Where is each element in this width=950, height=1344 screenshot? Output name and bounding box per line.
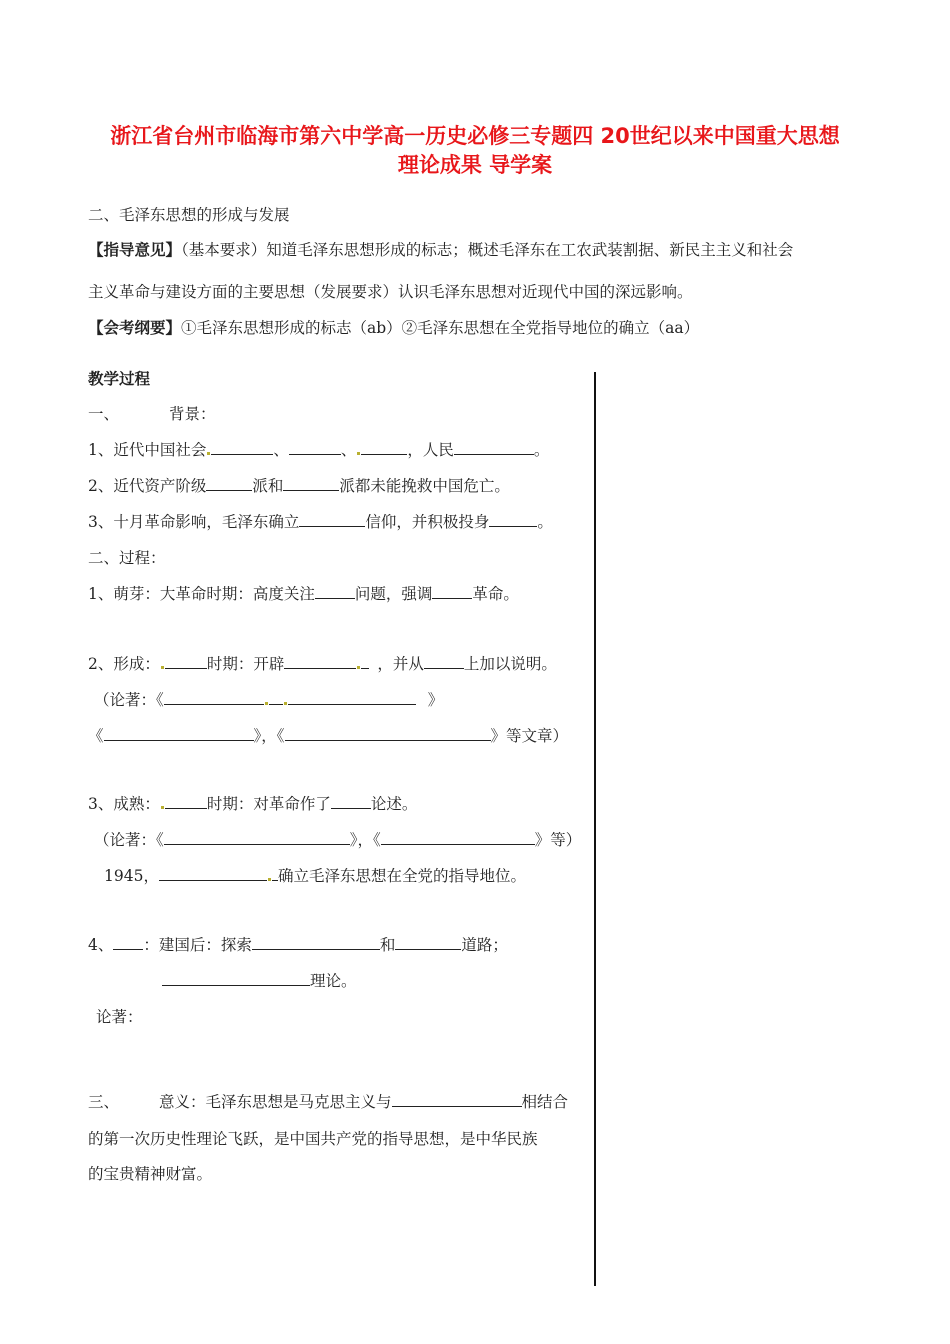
process-title: 教学过程: [88, 370, 151, 388]
background-item-2: [88, 474, 510, 496]
significance-line2: 的第一次历史性理论飞跃，是中国共产党的指导思想，是中华民族: [88, 1130, 538, 1148]
process-item-4: [88, 933, 508, 955]
process-item-2-works: [94, 688, 443, 710]
blank[interactable]: [315, 584, 355, 599]
blank[interactable]: [285, 726, 491, 741]
mark: [284, 702, 287, 705]
blank[interactable]: [361, 654, 369, 669]
item-text: （论著：《: [94, 831, 164, 849]
blank[interactable]: [283, 476, 339, 491]
blank[interactable]: [104, 726, 254, 741]
blank[interactable]: [164, 690, 264, 705]
process-item-4-theory: [162, 969, 357, 991]
item-text: 上加以说明。: [463, 655, 557, 673]
document-title: 浙江省台州市临海市第六中学高一历史必修三专题四 20世纪以来中国重大思想: [110, 124, 840, 148]
blank[interactable]: [331, 794, 371, 809]
item-text: 和: [379, 936, 396, 954]
item-text: 》: [427, 691, 444, 709]
item-text: 2、近代资产阶级: [88, 477, 207, 495]
blank[interactable]: [252, 935, 380, 950]
process-heading: 二、过程：: [88, 549, 166, 567]
blank[interactable]: [381, 830, 535, 845]
process-item-4-works: 论著：: [96, 1008, 143, 1026]
guidance-text1: （基本要求）知道毛泽东思想形成的标志；概述毛泽东在工农武装割据、新民主主义和社会: [181, 241, 794, 259]
blank[interactable]: [454, 440, 534, 455]
year-text: 1945，: [104, 867, 159, 885]
guidance-line1: [88, 238, 793, 260]
item-text: 》等）: [534, 831, 582, 849]
process-item-3: [88, 792, 417, 814]
background-heading: [88, 402, 216, 424]
background-item-3: [88, 510, 553, 532]
item-text: 理论。: [310, 972, 357, 990]
blank[interactable]: [162, 971, 310, 986]
process-item-2-works-2: [88, 724, 568, 746]
blank[interactable]: [211, 440, 273, 455]
item-text: 道路；: [461, 936, 508, 954]
blank[interactable]: [113, 935, 143, 950]
exam-text: ①毛泽东思想形成的标志（ab）②毛泽东思想在全党指导地位的确立（aa）: [181, 319, 700, 337]
significance-line1: [88, 1090, 568, 1112]
guidance-label: 【指导意见】: [88, 241, 182, 259]
blank[interactable]: [432, 584, 472, 599]
item-text: 、: [273, 441, 289, 459]
item-text: （论著：《: [94, 691, 164, 709]
item-text: 意义：毛泽东思想是马克思主义与: [159, 1093, 392, 1111]
process-item-3-works: [94, 828, 581, 850]
exam-label: 【会考纲要】: [88, 319, 182, 337]
item-text: 。: [533, 441, 550, 459]
item-text: 。: [537, 513, 553, 531]
item-text: 》等文章）: [490, 727, 569, 745]
mark: [357, 452, 360, 455]
blank[interactable]: [392, 1092, 522, 1107]
item-text: 信仰，并积极投身: [365, 513, 490, 531]
background-label: 背景：: [169, 405, 216, 423]
blank[interactable]: [206, 476, 252, 491]
item-text: 革命。: [472, 585, 519, 603]
background-num: 一、: [88, 405, 120, 423]
blank[interactable]: [361, 440, 407, 455]
blank[interactable]: [424, 654, 464, 669]
item-text: 》，《: [349, 831, 381, 849]
item-text: 2、形成：: [88, 655, 160, 673]
mark: [357, 666, 360, 669]
item-text: 时期：对革命作了: [206, 795, 331, 813]
item-text: ，并从: [377, 655, 424, 673]
document-title-line2: 理论成果 导学案: [397, 153, 553, 177]
blank[interactable]: [165, 794, 207, 809]
guidance-line2: 主义革命与建设方面的主要思想（发展要求）认识毛泽东思想对近现代中国的深远影响。: [88, 283, 693, 301]
blank[interactable]: [165, 654, 207, 669]
item-text: 1、萌芽：大革命时期：高度关注: [88, 585, 315, 603]
item-text: 相结合: [521, 1093, 569, 1111]
blank[interactable]: [489, 512, 537, 527]
mark: [265, 702, 268, 705]
blank[interactable]: [284, 654, 356, 669]
blank[interactable]: [289, 440, 341, 455]
item-text: 》，《: [253, 727, 285, 745]
blank[interactable]: [288, 690, 416, 705]
mark: [207, 452, 210, 455]
mark: [161, 806, 164, 809]
item-text: 论述。: [370, 795, 418, 813]
process-item-3-established: [104, 864, 526, 886]
mark: [268, 878, 271, 881]
process-item-2: [88, 652, 557, 674]
item-text: ，人民: [407, 441, 454, 459]
item-text: 时期：开辟: [206, 655, 285, 673]
item-text: 确立毛泽东思想在全党的指导地位。: [277, 867, 526, 885]
significance-line3: 的宝贵精神财富。: [88, 1165, 213, 1183]
item-text: ：建国后：探索: [143, 936, 252, 954]
blank[interactable]: [269, 690, 283, 705]
item-text: 3、十月革命影响，毛泽东确立: [88, 513, 300, 531]
item-text: 问题，强调: [354, 585, 433, 603]
item-text: 派和: [252, 477, 284, 495]
section-heading: 二、毛泽东思想的形成与发展: [88, 206, 290, 224]
item-text: 3、成熟：: [88, 795, 160, 813]
mark: [161, 666, 164, 669]
blank[interactable]: [164, 830, 350, 845]
blank[interactable]: [299, 512, 365, 527]
item-text: 派都未能挽救中国危亡。: [339, 477, 510, 495]
item-text: 4、: [88, 936, 114, 954]
vertical-divider: [594, 372, 596, 1286]
background-item-1: [88, 438, 549, 460]
item-text: 、: [340, 441, 357, 459]
blank[interactable]: [159, 866, 267, 881]
item-text: 1、近代中国社会: [88, 441, 207, 459]
item-text: 《: [88, 727, 104, 745]
exam-outline: [88, 316, 699, 338]
blank[interactable]: [395, 935, 461, 950]
significance-num: 三、: [88, 1093, 120, 1111]
process-item-1: [88, 582, 519, 604]
